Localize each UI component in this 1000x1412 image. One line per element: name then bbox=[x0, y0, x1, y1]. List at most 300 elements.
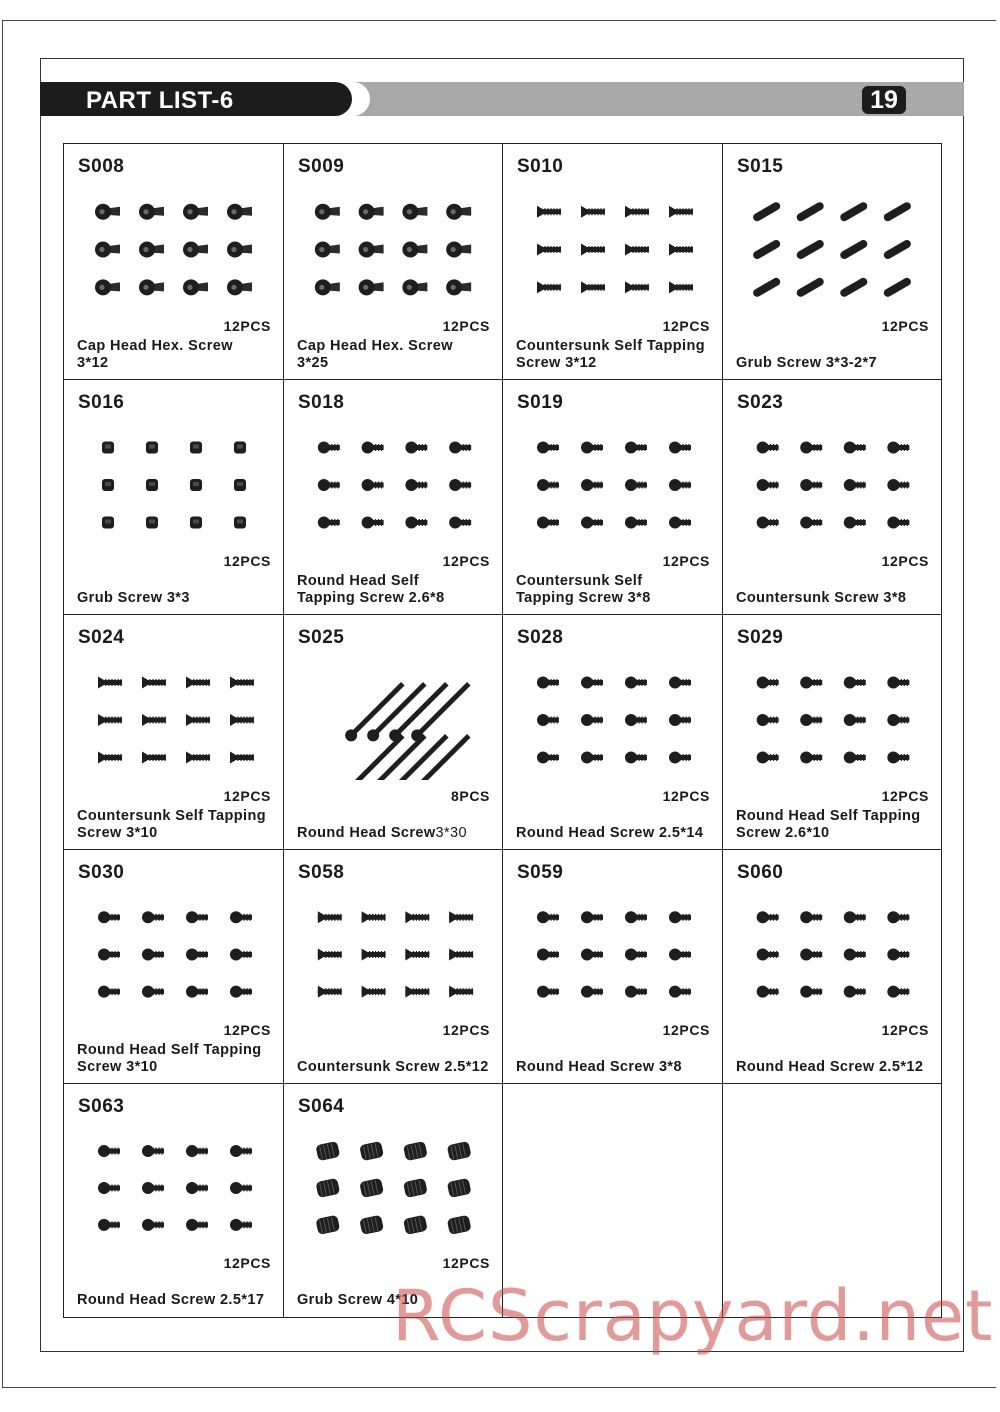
part-description-line: Countersunk Screw 3*8 bbox=[736, 590, 907, 606]
round-head-screw-icon bbox=[537, 948, 559, 960]
cap-head-screw-icon bbox=[315, 279, 340, 295]
cap-head-screw-icon bbox=[227, 279, 252, 295]
cap-head-screw-icon bbox=[95, 242, 120, 258]
round-head-screw-icon bbox=[887, 986, 909, 998]
part-code: S018 bbox=[298, 392, 345, 413]
cap-head-screw-icon bbox=[359, 204, 384, 220]
part-cell-s018 bbox=[284, 380, 503, 615]
grub-pin-icon bbox=[795, 239, 825, 261]
round-head-screw-icon bbox=[625, 677, 647, 689]
cap-head-screw-icon bbox=[95, 279, 120, 295]
grub-screw-large-icon bbox=[359, 1215, 384, 1235]
part-description bbox=[77, 590, 190, 607]
part-quantity: 12PCS bbox=[442, 553, 490, 569]
round-head-screw-icon bbox=[800, 911, 822, 923]
round-head-screw-icon bbox=[537, 752, 559, 764]
grub-screw-icon bbox=[102, 479, 114, 491]
round-head-screw-icon bbox=[669, 948, 691, 960]
cap-head-screw-icon bbox=[139, 204, 164, 220]
part-description bbox=[77, 1292, 264, 1309]
part-cell-s028 bbox=[503, 615, 723, 850]
round-head-screw-icon bbox=[362, 442, 384, 454]
round-head-screw-icon bbox=[581, 677, 603, 689]
cap-head-screw-icon bbox=[315, 204, 340, 220]
round-head-screw-icon bbox=[230, 986, 252, 998]
cap-head-screw-icon bbox=[139, 242, 164, 258]
round-head-screw-icon-group bbox=[513, 655, 713, 780]
round-head-screw-icon bbox=[581, 752, 603, 764]
part-description-line: Countersunk Self Tapping bbox=[516, 338, 705, 354]
countersunk-screw-icon bbox=[186, 677, 210, 689]
countersunk-screw-icon bbox=[449, 986, 473, 998]
grub-screw-large-icon-group bbox=[294, 1124, 493, 1247]
part-quantity: 8PCS bbox=[451, 788, 490, 804]
round-head-screw-icon bbox=[757, 517, 779, 529]
cap-head-screw-icon bbox=[183, 279, 208, 295]
grub-pin-icon bbox=[752, 201, 782, 223]
countersunk-screw-icon bbox=[625, 206, 649, 218]
round-head-screw-icon bbox=[757, 677, 779, 689]
round-head-screw-icon bbox=[449, 517, 471, 529]
part-quantity: 12PCS bbox=[223, 1255, 271, 1271]
round-head-screw-icon bbox=[844, 714, 866, 726]
part-code: S058 bbox=[298, 862, 345, 883]
cap-head-screw-icon bbox=[446, 204, 471, 220]
countersunk-screw-icon bbox=[537, 206, 561, 218]
grub-screw-icon-group bbox=[74, 420, 274, 545]
round-head-screw-icon bbox=[581, 517, 603, 529]
part-cell-s009 bbox=[284, 144, 503, 380]
countersunk-screw-icon bbox=[230, 752, 254, 764]
part-description-line: Cap Head Hex. Screw bbox=[297, 338, 453, 354]
grub-screw-icon bbox=[102, 517, 114, 529]
countersunk-screw-icon bbox=[142, 752, 166, 764]
part-code: S008 bbox=[78, 156, 125, 177]
round-head-screw-icon bbox=[230, 911, 252, 923]
round-head-screw-icon bbox=[757, 714, 779, 726]
countersunk-screw-icon bbox=[537, 281, 561, 293]
round-head-screw-icon bbox=[98, 1219, 120, 1231]
round-head-screw-icon bbox=[757, 752, 779, 764]
grub-screw-large-icon bbox=[447, 1178, 472, 1198]
grub-screw-large-icon bbox=[447, 1215, 472, 1235]
round-head-screw-icon bbox=[625, 517, 647, 529]
round-head-screw-icon bbox=[537, 677, 559, 689]
cap-head-screw-icon bbox=[446, 279, 471, 295]
countersunk-screw-icon bbox=[230, 714, 254, 726]
round-head-screw-icon bbox=[887, 752, 909, 764]
round-head-screw-icon bbox=[669, 986, 691, 998]
round-head-screw-icon bbox=[142, 1219, 164, 1231]
countersunk-screw-icon bbox=[362, 911, 386, 923]
watermark: RCScrapyard.net bbox=[392, 1275, 994, 1357]
part-quantity: 12PCS bbox=[223, 318, 271, 334]
grub-pin-icon bbox=[752, 276, 782, 298]
grub-screw-icon bbox=[234, 442, 246, 454]
part-description bbox=[736, 1059, 923, 1076]
grub-screw-large-icon bbox=[359, 1141, 384, 1161]
part-quantity: 12PCS bbox=[223, 788, 271, 804]
part-quantity: 12PCS bbox=[881, 1022, 929, 1038]
round-head-screw-icon bbox=[142, 986, 164, 998]
round-head-screw-icon bbox=[844, 948, 866, 960]
countersunk-screw-icon bbox=[230, 677, 254, 689]
part-description bbox=[297, 825, 467, 842]
part-description-line: Round Head Self bbox=[297, 573, 420, 589]
round-head-screw-icon bbox=[581, 911, 603, 923]
grub-pin-icon bbox=[839, 239, 869, 261]
round-head-screw-icon bbox=[757, 986, 779, 998]
part-quantity: 12PCS bbox=[662, 1022, 710, 1038]
part-cell-s025 bbox=[284, 615, 503, 850]
part-code: S019 bbox=[517, 392, 564, 413]
round-head-screw-icon bbox=[230, 948, 252, 960]
part-description-line: Countersunk Self bbox=[516, 573, 643, 589]
part-description bbox=[736, 590, 906, 607]
countersunk-screw-icon bbox=[98, 677, 122, 689]
round-head-screw-icon bbox=[625, 752, 647, 764]
round-head-screw-icon bbox=[98, 948, 120, 960]
countersunk-screw-icon bbox=[581, 206, 605, 218]
round-head-screw-icon bbox=[800, 677, 822, 689]
countersunk-screw-icon-group bbox=[74, 655, 274, 780]
countersunk-screw-icon bbox=[142, 677, 166, 689]
grub-screw-large-icon bbox=[447, 1141, 472, 1161]
round-head-screw-icon bbox=[98, 911, 120, 923]
part-quantity: 12PCS bbox=[442, 1022, 490, 1038]
grub-pin-icon bbox=[795, 276, 825, 298]
round-head-screw-icon bbox=[98, 986, 120, 998]
round-head-screw-icon-group bbox=[513, 420, 713, 545]
countersunk-screw-icon bbox=[318, 986, 342, 998]
round-head-screw-icon bbox=[625, 714, 647, 726]
round-head-screw-icon bbox=[98, 1182, 120, 1194]
round-head-screw-icon-group bbox=[74, 890, 274, 1014]
part-quantity: 12PCS bbox=[223, 1022, 271, 1038]
grub-pin-icon bbox=[839, 276, 869, 298]
part-description-line: Round Head Screw 2.5*12 bbox=[736, 1059, 924, 1075]
countersunk-screw-icon bbox=[98, 752, 122, 764]
countersunk-screw-icon bbox=[449, 948, 473, 960]
grub-pin-icon bbox=[882, 201, 912, 223]
part-quantity: 12PCS bbox=[223, 553, 271, 569]
grub-screw-icon bbox=[146, 517, 158, 529]
round-head-screw-icon-group bbox=[733, 655, 931, 780]
parts-grid bbox=[63, 143, 942, 1318]
round-head-screw-icon bbox=[230, 1182, 252, 1194]
round-head-screw-icon bbox=[537, 714, 559, 726]
round-head-screw-icon bbox=[800, 986, 822, 998]
part-description-line: Screw 3*10 bbox=[77, 825, 158, 841]
round-head-screw-icon bbox=[142, 911, 164, 923]
page-number: 19 bbox=[862, 86, 906, 114]
round-head-screw-icon bbox=[581, 986, 603, 998]
round-head-screw-icon bbox=[318, 517, 340, 529]
cap-head-screw-icon bbox=[402, 242, 427, 258]
round-head-screw-icon bbox=[800, 517, 822, 529]
grub-screw-icon bbox=[146, 479, 158, 491]
round-head-screw-icon bbox=[625, 911, 647, 923]
round-head-screw-icon bbox=[581, 479, 603, 491]
round-head-screw-icon bbox=[887, 948, 909, 960]
cap-head-screw-icon bbox=[402, 204, 427, 220]
round-head-screw-icon bbox=[669, 752, 691, 764]
round-head-screw-icon bbox=[625, 948, 647, 960]
countersunk-screw-icon bbox=[449, 911, 473, 923]
round-head-screw-icon bbox=[669, 911, 691, 923]
part-description bbox=[297, 338, 453, 372]
round-head-screw-icon bbox=[142, 948, 164, 960]
round-head-screw-icon bbox=[230, 1145, 252, 1157]
part-quantity: 12PCS bbox=[662, 553, 710, 569]
part-cell-s029 bbox=[723, 615, 941, 850]
part-cell-s030 bbox=[64, 850, 284, 1084]
part-cell-s063 bbox=[64, 1084, 284, 1317]
round-head-screw-icon-group bbox=[733, 890, 931, 1014]
round-head-screw-icon bbox=[362, 479, 384, 491]
round-head-screw-icon bbox=[537, 479, 559, 491]
round-head-screw-icon-group bbox=[513, 890, 713, 1014]
part-description-line: Tapping Screw 2.6*8 bbox=[297, 590, 445, 606]
round-head-screw-icon bbox=[844, 517, 866, 529]
part-code: S015 bbox=[737, 156, 784, 177]
cap-head-screw-icon bbox=[402, 279, 427, 295]
part-description-line: Round Head Screw3*30 bbox=[297, 825, 467, 841]
page-title: PART LIST-6 bbox=[40, 82, 352, 116]
grub-screw-large-icon bbox=[403, 1141, 428, 1161]
grub-screw-large-icon bbox=[403, 1215, 428, 1235]
round-head-screw-icon bbox=[230, 1219, 252, 1231]
countersunk-screw-icon bbox=[98, 714, 122, 726]
countersunk-screw-icon bbox=[405, 948, 429, 960]
part-description bbox=[516, 1059, 682, 1076]
round-head-screw-icon bbox=[887, 517, 909, 529]
round-head-screw-icon bbox=[844, 752, 866, 764]
long-screw-icon-group bbox=[294, 655, 493, 780]
countersunk-screw-icon bbox=[669, 281, 693, 293]
grub-screw-icon bbox=[190, 517, 202, 529]
part-description-line: 3*25 bbox=[297, 355, 329, 371]
countersunk-screw-icon bbox=[669, 244, 693, 256]
round-head-screw-icon bbox=[405, 517, 427, 529]
round-head-screw-icon bbox=[844, 479, 866, 491]
round-head-screw-icon bbox=[449, 442, 471, 454]
part-description bbox=[77, 338, 233, 372]
countersunk-screw-icon bbox=[405, 986, 429, 998]
countersunk-screw-icon bbox=[318, 948, 342, 960]
round-head-screw-icon bbox=[757, 479, 779, 491]
cap-head-screw-icon bbox=[359, 242, 384, 258]
round-head-screw-icon bbox=[844, 911, 866, 923]
round-head-screw-icon bbox=[800, 479, 822, 491]
part-code: S060 bbox=[737, 862, 784, 883]
grub-screw-icon bbox=[146, 442, 158, 454]
part-description-line: Grub Screw 4*10 bbox=[297, 1292, 419, 1308]
grub-screw-large-icon bbox=[359, 1178, 384, 1198]
round-head-screw-icon bbox=[625, 442, 647, 454]
round-head-screw-icon bbox=[887, 677, 909, 689]
grub-pin-icon bbox=[795, 201, 825, 223]
part-code: S028 bbox=[517, 627, 564, 648]
countersunk-screw-icon-group bbox=[294, 890, 493, 1014]
part-description bbox=[77, 1042, 262, 1076]
grub-screw-icon bbox=[234, 517, 246, 529]
grub-screw-icon bbox=[190, 442, 202, 454]
grub-screw-icon bbox=[190, 479, 202, 491]
grub-screw-large-icon bbox=[315, 1141, 340, 1161]
part-description-line: Screw 3*12 bbox=[516, 355, 597, 371]
grub-pin-icon bbox=[839, 201, 869, 223]
part-description bbox=[297, 1059, 489, 1076]
round-head-screw-icon bbox=[186, 1145, 208, 1157]
part-code: S029 bbox=[737, 627, 784, 648]
countersunk-screw-icon bbox=[186, 714, 210, 726]
round-head-screw-icon bbox=[800, 714, 822, 726]
countersunk-screw-icon bbox=[581, 244, 605, 256]
part-code: S025 bbox=[298, 627, 345, 648]
cap-head-screw-icon bbox=[359, 279, 384, 295]
part-description bbox=[516, 573, 651, 607]
round-head-screw-icon-group bbox=[74, 1124, 274, 1247]
part-description-line: Screw 2.6*10 bbox=[736, 825, 830, 841]
round-head-screw-icon-group bbox=[294, 420, 493, 545]
part-description-line: Round Head Screw 3*8 bbox=[516, 1059, 682, 1075]
grub-screw-icon bbox=[234, 479, 246, 491]
grub-screw-large-icon bbox=[315, 1178, 340, 1198]
part-quantity: 12PCS bbox=[881, 788, 929, 804]
round-head-screw-icon bbox=[318, 442, 340, 454]
part-cell-s058 bbox=[284, 850, 503, 1084]
round-head-screw-icon bbox=[887, 714, 909, 726]
part-description-line: Tapping Screw 3*8 bbox=[516, 590, 651, 606]
part-description bbox=[736, 355, 877, 372]
grub-screw-large-icon bbox=[403, 1178, 428, 1198]
part-description-line: Grub Screw 3*3 bbox=[77, 590, 190, 606]
round-head-screw-icon bbox=[186, 986, 208, 998]
part-description-line: Round Head Screw 2.5*17 bbox=[77, 1292, 265, 1308]
part-description bbox=[77, 808, 266, 842]
part-description bbox=[516, 338, 705, 372]
cap-head-screw-icon bbox=[95, 204, 120, 220]
part-code: S059 bbox=[517, 862, 564, 883]
round-head-screw-icon bbox=[186, 948, 208, 960]
round-head-screw-icon bbox=[669, 479, 691, 491]
round-head-screw-icon bbox=[537, 442, 559, 454]
round-head-screw-icon bbox=[186, 1219, 208, 1231]
countersunk-screw-icon bbox=[581, 281, 605, 293]
round-head-screw-icon bbox=[800, 442, 822, 454]
part-description-suffix: 3*30 bbox=[435, 825, 467, 841]
part-description bbox=[516, 825, 703, 842]
part-code: S009 bbox=[298, 156, 345, 177]
round-head-screw-icon bbox=[142, 1145, 164, 1157]
part-description-line: Cap Head Hex. Screw bbox=[77, 338, 233, 354]
cap-head-screw-icon-group bbox=[294, 184, 493, 310]
round-head-screw-icon bbox=[186, 1182, 208, 1194]
round-head-screw-icon bbox=[887, 911, 909, 923]
part-description-line: Countersunk Screw 2.5*12 bbox=[297, 1059, 489, 1075]
part-quantity: 12PCS bbox=[881, 553, 929, 569]
part-description-line: 3*12 bbox=[77, 355, 109, 371]
cap-head-screw-icon bbox=[183, 204, 208, 220]
part-description-line: Grub Screw 3*3-2*7 bbox=[736, 355, 877, 371]
part-code: S063 bbox=[78, 1096, 125, 1117]
grub-pin-icon bbox=[882, 239, 912, 261]
part-description-line: Round Head Self Tapping bbox=[77, 1042, 262, 1058]
part-description-line: Countersunk Self Tapping bbox=[77, 808, 266, 824]
grub-pin-icon bbox=[882, 276, 912, 298]
part-cell-s010 bbox=[503, 144, 723, 380]
part-description-line: Round Head Self Tapping bbox=[736, 808, 921, 824]
round-head-screw-icon bbox=[186, 911, 208, 923]
countersunk-screw-icon bbox=[405, 911, 429, 923]
countersunk-screw-icon bbox=[625, 281, 649, 293]
round-head-screw-icon bbox=[537, 911, 559, 923]
part-cell-s015 bbox=[723, 144, 941, 380]
grub-screw-icon bbox=[102, 442, 114, 454]
round-head-screw-icon bbox=[757, 911, 779, 923]
round-head-screw-icon bbox=[581, 442, 603, 454]
part-quantity: 12PCS bbox=[881, 318, 929, 334]
countersunk-screw-icon bbox=[669, 206, 693, 218]
round-head-screw-icon bbox=[887, 442, 909, 454]
round-head-screw-icon bbox=[405, 479, 427, 491]
cap-head-screw-icon bbox=[315, 242, 340, 258]
round-head-screw-icon bbox=[669, 714, 691, 726]
part-code: S023 bbox=[737, 392, 784, 413]
grub-screw-large-icon bbox=[315, 1215, 340, 1235]
round-head-screw-icon bbox=[537, 517, 559, 529]
part-quantity: 12PCS bbox=[662, 318, 710, 334]
countersunk-screw-icon bbox=[318, 911, 342, 923]
part-code: S030 bbox=[78, 862, 125, 883]
part-description-line: Round Head Screw 2.5*14 bbox=[516, 825, 704, 841]
round-head-screw-icon bbox=[844, 442, 866, 454]
cap-head-screw-icon bbox=[139, 279, 164, 295]
round-head-screw-icon bbox=[318, 479, 340, 491]
round-head-screw-icon bbox=[800, 948, 822, 960]
round-head-screw-icon bbox=[581, 948, 603, 960]
grub-pin-icon-group bbox=[733, 184, 931, 310]
part-cell-s024 bbox=[64, 615, 284, 850]
part-description-line: Screw 3*10 bbox=[77, 1059, 158, 1075]
round-head-screw-icon bbox=[844, 677, 866, 689]
round-head-screw-icon bbox=[537, 986, 559, 998]
round-head-screw-icon-group bbox=[733, 420, 931, 545]
countersunk-screw-icon bbox=[362, 948, 386, 960]
cap-head-screw-icon bbox=[446, 242, 471, 258]
round-head-screw-icon bbox=[362, 517, 384, 529]
part-description bbox=[736, 808, 921, 842]
part-cell-s019 bbox=[503, 380, 723, 615]
part-code: S024 bbox=[78, 627, 125, 648]
cap-head-screw-icon bbox=[183, 242, 208, 258]
countersunk-screw-icon bbox=[537, 244, 561, 256]
part-cell-s016 bbox=[64, 380, 284, 615]
round-head-screw-icon bbox=[625, 479, 647, 491]
part-quantity: 12PCS bbox=[662, 788, 710, 804]
part-code: S016 bbox=[78, 392, 125, 413]
part-cell-s059 bbox=[503, 850, 723, 1084]
part-quantity: 12PCS bbox=[442, 318, 490, 334]
round-head-screw-icon bbox=[800, 752, 822, 764]
part-description bbox=[297, 573, 445, 607]
round-head-screw-icon bbox=[449, 479, 471, 491]
grub-pin-icon bbox=[752, 239, 782, 261]
round-head-screw-icon bbox=[98, 1145, 120, 1157]
round-head-screw-icon bbox=[669, 677, 691, 689]
cap-head-screw-icon bbox=[227, 242, 252, 258]
